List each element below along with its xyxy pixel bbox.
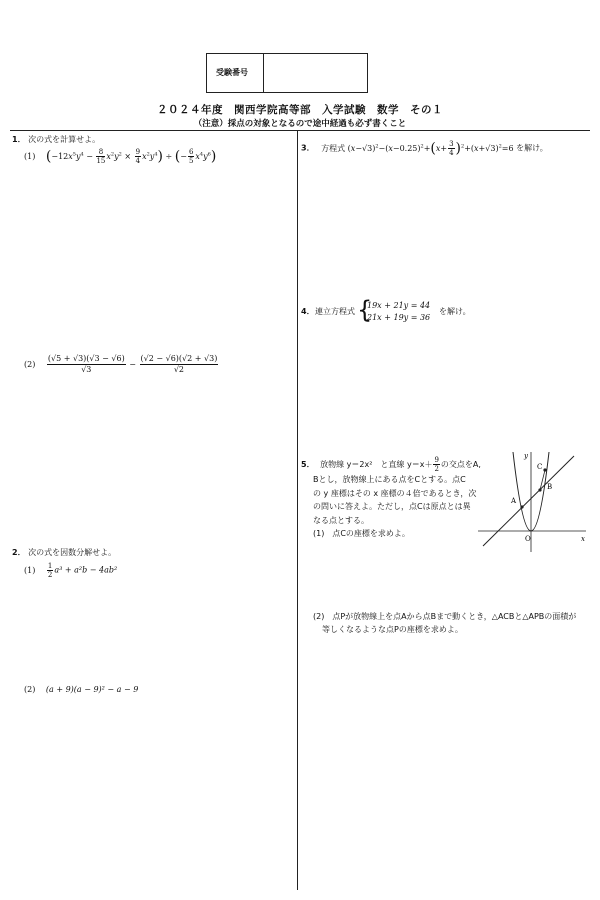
graph-point-b bbox=[538, 488, 541, 491]
q3-text-start: 方程式 bbox=[321, 143, 346, 153]
top-rule bbox=[10, 130, 590, 131]
q1-p2-right-numerator: (√2 − √6)(√2 + √3) bbox=[140, 354, 218, 363]
exam-number-box bbox=[206, 53, 368, 93]
q4-equation-1: 19x + 21y = 44 bbox=[367, 301, 431, 310]
exam-number-field[interactable] bbox=[264, 54, 367, 92]
graph-line bbox=[483, 456, 574, 546]
page-title: ２０２４年度 関西学院高等部 入学試験 数学 その１ bbox=[157, 104, 443, 116]
q4-equation-2: 21x + 19y = 36 bbox=[367, 313, 431, 322]
graph-point-c bbox=[543, 468, 546, 471]
q5-part-1: (1) 点Cの座標を求めよ。 bbox=[313, 529, 410, 538]
exam-number-label: 受験番号 bbox=[216, 68, 248, 77]
q2-header bbox=[12, 547, 116, 558]
graph-label-b: B bbox=[547, 483, 553, 491]
graph-label-a: A bbox=[511, 497, 517, 505]
q1-p1-expression: ($-12x^5y^4$ − $\frac{8}{15}$ $x^2y^2$ × $\frac{9}{4}$ $x^2y^4$) ÷ (− $\frac{6}{5}$ $x^4y^6$) bbox=[45, 148, 217, 165]
q3-equation: $(x-√3)^2-(x-0.25)^2+(x+$ $\frac{3}{4}$ )$^2+(x+√3)^2=6$ bbox=[347, 140, 517, 157]
q4-text-start: 連立方程式 bbox=[315, 307, 355, 316]
q5-part-2 bbox=[313, 610, 576, 636]
q2-p1: (1) $\frac{1}{2}$ a³ + a²b − 4ab² bbox=[24, 562, 118, 579]
q1-p2-left-numerator: (√5 + √3)(√3 − √6) bbox=[47, 354, 125, 363]
graph-point-a bbox=[520, 505, 523, 508]
q3 bbox=[301, 140, 548, 157]
q2-p2-label: (2) bbox=[24, 685, 36, 694]
q5-line-5: なる点とする。 bbox=[313, 515, 369, 525]
q5-line-4: の問いに答えよ。ただし，点Cは原点とは異 bbox=[313, 502, 471, 511]
q5-part-2-line-1: (2) 点Pが放物線上を点Aから点Bまで動くとき，△ACBと△APBの面積が bbox=[313, 612, 577, 621]
q5-line-1: 5． 放物線 y＝2x² と直線 y＝x＋ $\frac{9}{2}$ の交点をA, bbox=[301, 456, 481, 473]
q1-p2-left-denominator: √3 bbox=[81, 365, 92, 374]
q1-p2-right-denominator: √2 bbox=[173, 365, 184, 374]
graph-label-o: O bbox=[525, 535, 531, 543]
q4-text-end: を解け。 bbox=[439, 307, 471, 316]
q4-brace: { bbox=[357, 296, 373, 324]
q5-part-2-line-2: 等しくなるような点Pの座標を求めよ。 bbox=[322, 625, 463, 634]
q1-instruction: 次の式を計算せよ。 bbox=[28, 135, 101, 144]
q1-p2: (2) $\frac{(√5 + √3)(√3 - √6)}{√3}$ − $\frac{(√2 - √6)(√2 + √3)}{√2}$ bbox=[24, 354, 218, 374]
center-divider bbox=[297, 130, 298, 890]
q1-p2-label: (2) bbox=[24, 360, 36, 369]
q2-p2 bbox=[24, 684, 138, 695]
q5-graph bbox=[478, 448, 590, 552]
graph-label-x: x bbox=[581, 535, 585, 543]
q4-number: 4． bbox=[301, 307, 315, 316]
q1-p1-label: (1) bbox=[24, 151, 36, 161]
q5-line-3: の y 座標はその x 座標の４倍であるとき，次 bbox=[313, 488, 477, 498]
q1-p1 bbox=[24, 148, 216, 165]
page-note: （注意）採点の対象となるので途中経過も必ず書くこと bbox=[193, 119, 407, 129]
q2-p2-expression: (a + 9)(a − 9)² − a − 9 bbox=[45, 685, 139, 694]
graph-label-c: C bbox=[537, 463, 543, 471]
q1-number: 1． bbox=[12, 135, 26, 144]
q5-line-2: Bとし，放物線上にある点をCとする。点C bbox=[313, 475, 466, 484]
q3-text-end: を解け。 bbox=[516, 143, 548, 153]
graph-label-y: y bbox=[524, 452, 528, 460]
q3-number: 3． bbox=[301, 143, 315, 153]
q2-p1-expression: a³ + a²b − 4ab² bbox=[54, 565, 118, 575]
q2-instruction: 次の式を因数分解せよ。 bbox=[28, 548, 117, 557]
q5-number: 5． bbox=[301, 460, 315, 469]
q5-text bbox=[301, 456, 481, 541]
exam-number-label-cell bbox=[207, 54, 264, 92]
q2-number: 2． bbox=[12, 548, 26, 557]
q2-p1-label: (1) bbox=[24, 565, 36, 575]
q1-header bbox=[12, 134, 100, 145]
